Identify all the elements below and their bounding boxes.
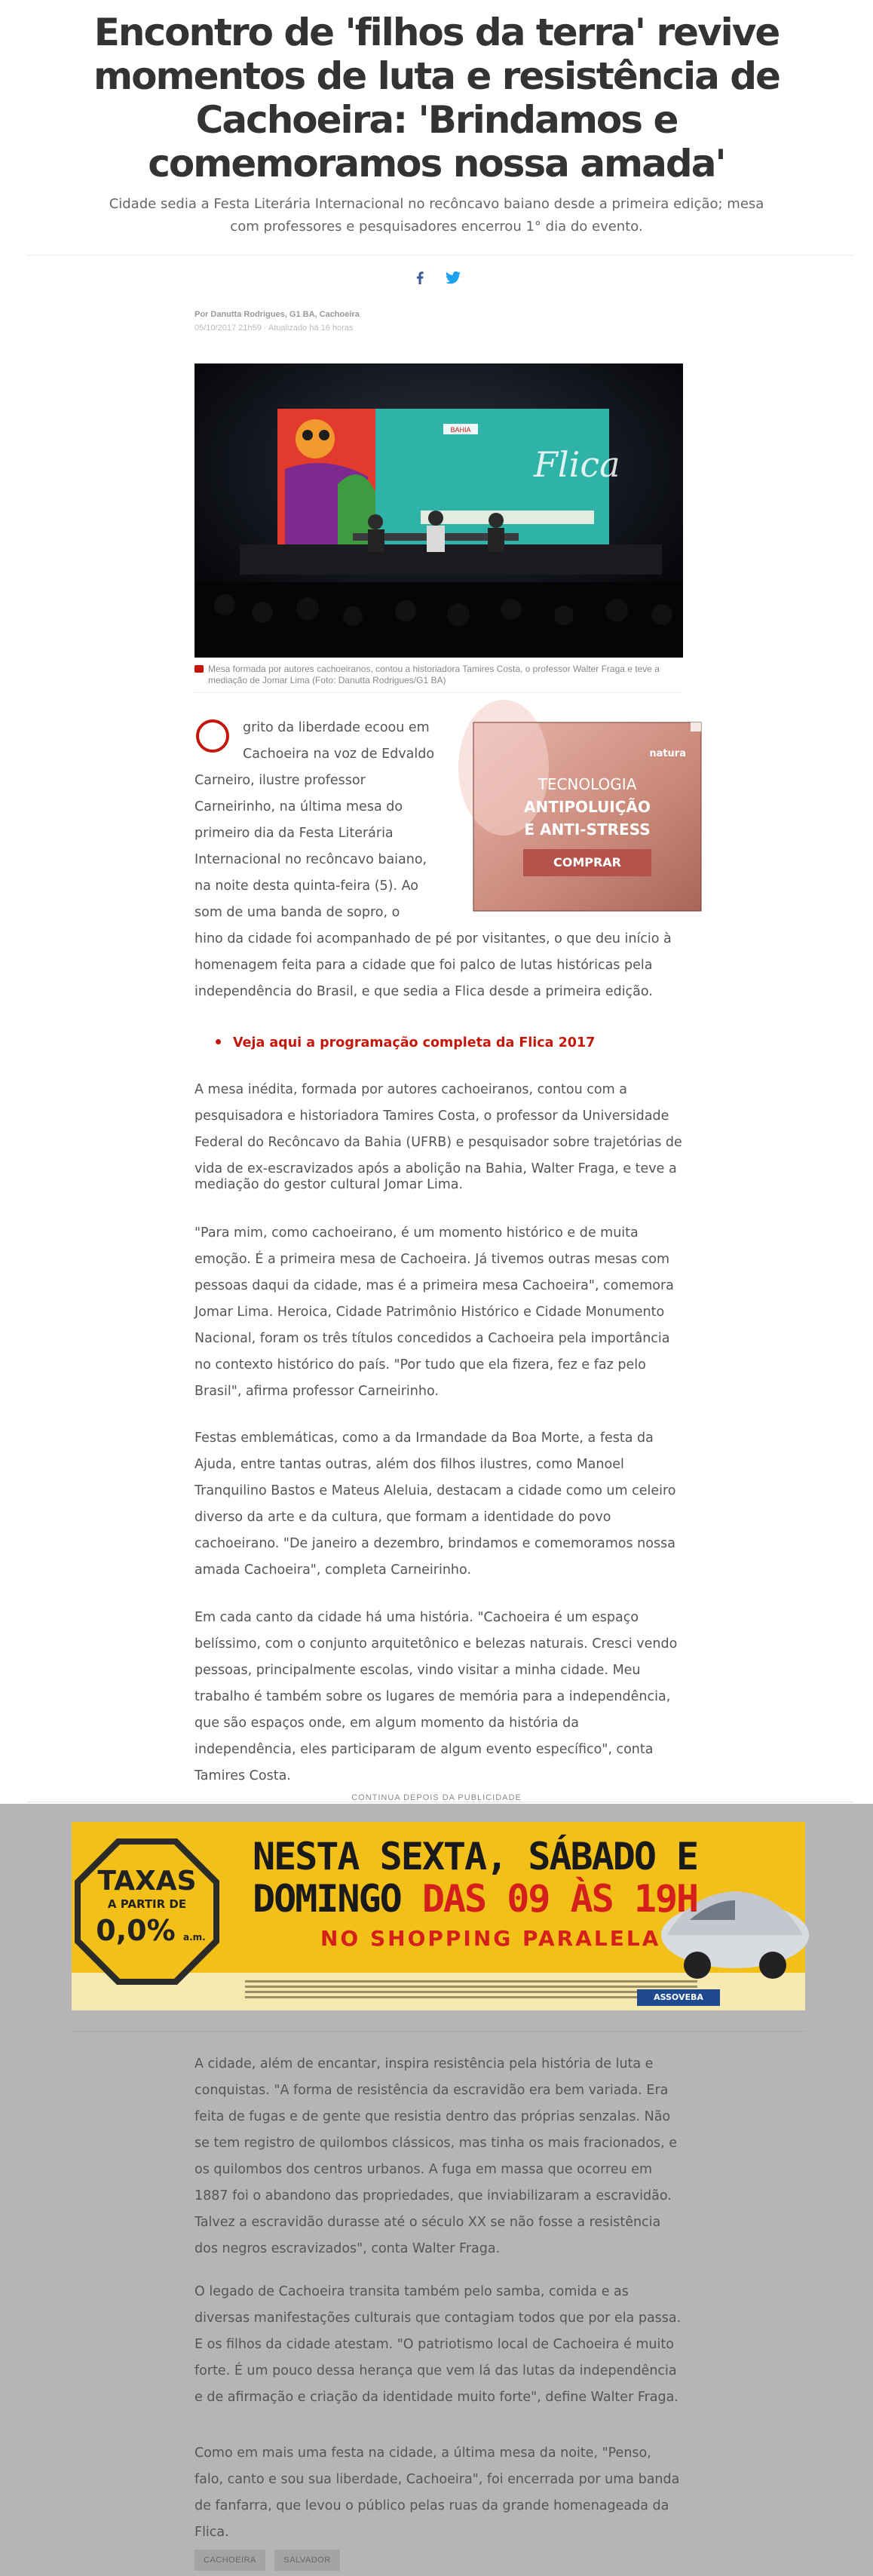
caption-divider [195,692,683,693]
publicity-label: CONTINUA DEPOIS DA PUBLICIDADE [351,1793,522,1802]
tag-cachoeira[interactable]: CACHOEIRA [195,2550,265,2571]
photo-sign-brand: Flica [534,444,620,485]
paragraph-1a-text: grito da liberdade ecoou em Cachoeira na voz de Edvaldo Carneiro, ilustre professor Carneirinho, na última mesa do primeiro dia da Festa Literária Internacional no recôncavo baiano, na noite desta quinta-feira (5). Ao som de uma banda de sopro, o [195,720,435,920]
article-title: Encontro de 'filhos da terra' revive momentos de luta e resistência de Cachoeira: 'Brindamos e comemoramos nossa amada' [93,11,780,186]
byline [195,308,685,335]
natura-ad[interactable] [473,722,701,911]
camera-icon [195,665,204,673]
photo-caption-text: Mesa formada por autores cachoeiranos, contou a historiadora Tamires Costa, o professor Walter Fraga e teve a mediação de Jomar Lima (Foto: Danutta Rodrigues/G1 BA) [208,664,660,685]
paragraph-5: Em cada canto da cidade há uma história. "Cachoeira é um espaço belíssimo, com o conjunto arquitetônico e belezas naturais. Cresci vendo pessoas, principalmente escolas, vindo visitar a minha cidade. Meu trabalho é também sobre os lugares de memória para a independência, que são espaços onde, em algum momento da história da independência, eles participaram de algum evento específico", conta Tamires Costa. [195,1610,678,1783]
photo-caption [195,664,683,686]
paragraph-2: A mesa inédita, formada por autores cachoeiranos, contou com a pesquisadora e historiadora Tamires Costa, o professor da Universidade Federal do Recôncavo da Bahia (UFRB) e pesquisador sobre trajetórias de vida de ex-escravizados após a abolição na Bahia, Walter Fraga, e teve a [195,1082,682,1176]
programacao-link[interactable]: Veja aqui a programação completa da Flica 2017 [233,1035,596,1050]
paragraph-3: "Para mim, como cachoeirano, é um momento histórico e de muita emoção. É a primeira mesa de Cachoeira. Já tivemos outras mesas com pessoas daqui da cidade, mas é a primeira mesa Cachoeira", comemora Jomar Lima. Heroica, Cidade Patrimônio Histórico e Cidade Monumento Nacional, foram os três títulos concedidos a Cachoeira pela importância no contexto histórico do país. "Por tudo que ela fizera, fez e faz pelo Brasil", afirma professor Carneirinho. [195,1225,674,1399]
banner-headline-2b: DAS 09 ÀS 19H [421,1877,698,1921]
tag-list [195,2550,346,2571]
banner-divider [72,2031,805,2032]
banner-headline-2 [253,1878,697,1920]
banner-sign-line-1: TAXAS [97,1866,197,1897]
natura-line-2: ANTIPOLUIÇÃO [524,798,651,816]
facebook-icon[interactable] [411,268,429,287]
byline-author: Por Danutta Rodrigues, G1 BA, Cachoeira [195,310,360,319]
dropcap-o [196,719,229,753]
tag-salvador[interactable]: SALVADOR [274,2550,339,2571]
natura-line-3: E ANTI-STRESS [524,820,651,839]
banner-headline-2a: DOMINGO [253,1877,401,1921]
paragraph-1-lead [195,715,443,926]
banner-headline-1: NESTA SEXTA, SÁBADO E [253,1835,698,1878]
bullet-dot [216,1039,221,1044]
paragraph-1-cont: hino da cidade foi acompanhado de pé por visitantes, o que deu início à homenagem feita para a cidade que foi palco de lutas históricas pela independência do Brasil, e que sedia a Flica desde a primeira edição. [195,931,672,999]
banner-sign-rate: 0,0% [96,1914,176,1947]
natura-buy-button[interactable]: COMPRAR [523,849,651,876]
share-bar [0,268,873,287]
article-subtitle: Cidade sedia a Festa Literária Internacional no recôncavo baiano desde a primeira edição; mesa com professores e pesquisadores encerrou 1° dia do evento. [109,196,764,235]
natura-logo: natura [649,748,686,759]
paragraph-4: Festas emblemáticas, como a da Irmandade da Boa Morte, a festa da Ajuda, entre tantas outras, além dos filhos ilustres, como Manoel Tranquilino Bastos e Mateus Aleluia, destacam a cidade como um celeiro diverso da arte e da cultura, que formam a identidade do povo cachoeirano. "De janeiro a dezembro, brindamos e comemoramos nossa amada Cachoeira", completa Carneirinho. [195,1431,676,1578]
paragraph-7: O legado de Cachoeira transita também pelo samba, comida e as diversas manifestações culturais que contagiam todos que por ela passa. E os filhos da cidade atestam. "O patriotismo local de Cachoeira é muito forte. É um pouco dessa herança que vem lá das lutas da independência e de afirmação e criação da identidade muito forte", define Walter Fraga. [195,2284,682,2405]
article-photo[interactable] [195,363,683,658]
banner-headline-3: NO SHOPPING PARALELA [320,1926,661,1951]
header-divider [27,255,853,256]
paragraph-8: Como em mais uma festa na cidade, a última mesa da noite, "Penso, falo, canto e sou sua liberdade, Cachoeira", foi encerrada por uma banda de fanfarra, que levou o público pelas ruas da grande homenageada da Flica. [195,2446,680,2540]
banner-sponsor-logo: ASSOVEBA [654,1992,703,2002]
paragraph-6: A cidade, além de encantar, inspira resistência pela história de luta e conquistas. "A forma de resistência da escravidão era bem variada. Era feita de fugas e de gente que resistia dentro das próprias senzalas. Não se tem registro de quilombos clássicos, mas tinha os mais fracionados, e os quilombos dos centros urbanos. A fuga em massa que ocorreu em 1887 foi o abandono das propriedades, que inviabilizaram a escravidão. Talvez a escravidão durasse até o século XX se não fosse a resistência dos negros escravizados", conta Walter Fraga. [195,2056,678,2256]
shopping-banner-ad[interactable] [72,1822,805,2010]
banner-sign-suffix: a.m. [183,1932,206,1943]
twitter-icon[interactable] [444,268,462,287]
byline-date: 05/10/2017 21h59 · Atualizado há 16 horas [195,324,354,333]
article-header [0,0,873,238]
banner-sign-line-2: A PARTIR DE [107,1897,187,1911]
paragraph-2-cont: mediação do gestor cultural Jomar Lima. [195,1177,464,1192]
photo-sign-top: BAHIA [450,426,471,434]
programacao-link-item[interactable] [195,1032,683,1054]
event-stage-image [195,363,683,658]
natura-line-1: TECNOLOGIA [538,775,637,793]
